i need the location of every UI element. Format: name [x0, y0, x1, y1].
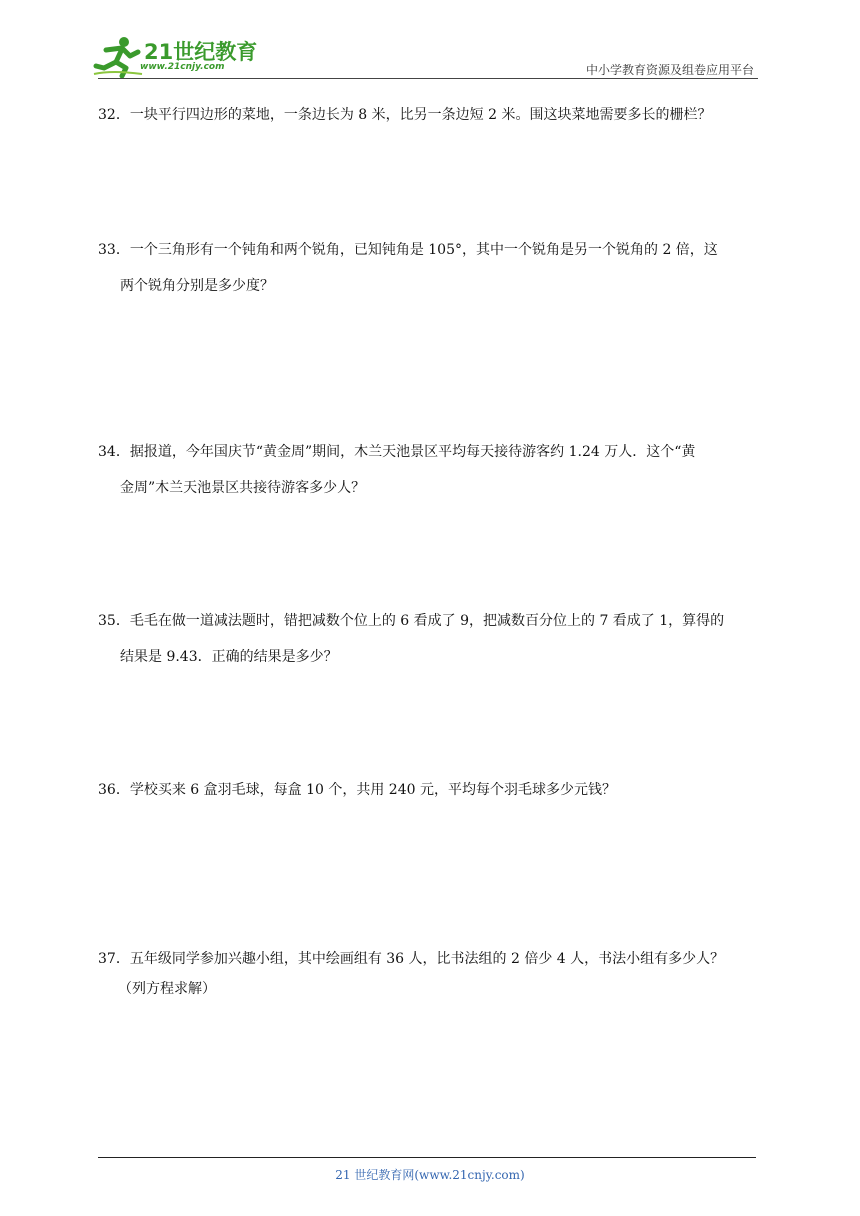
question-number: 35．: [98, 613, 130, 629]
runner-icon: [92, 34, 144, 78]
question-line: [98, 772, 764, 808]
question-text: 学校买来 6 盒羽毛球，每盒 10 个，共用 240 元，平均每个羽毛球多少元钱？: [129, 782, 616, 798]
question-text: 毛毛在做一道减法题时，错把减数个位上的 6 看成了 9，把减数百分位上的 7 看成了 1，算得的: [129, 613, 725, 629]
question-text-continued: 两个锐角分别是多少度？: [120, 278, 274, 294]
footer-divider: [98, 1157, 756, 1158]
question-line: [98, 97, 764, 133]
question-number: 37．: [98, 951, 130, 967]
footer-link[interactable]: 21 世纪教育网(www.21cnjy.com): [335, 1168, 525, 1182]
question-35: [98, 603, 764, 675]
question-text: 一块平行四边形的菜地，一条边长为 8 米，比另一条边短 2 米。围这块菜地需要多长的栅栏？: [129, 107, 712, 123]
site-logo[interactable]: [92, 34, 262, 78]
question-text-continued: （列方程求解）: [118, 981, 216, 997]
question-34: [98, 434, 764, 506]
question-number: 32．: [98, 107, 130, 123]
question-line: [98, 941, 764, 977]
question-37: [98, 941, 764, 1001]
question-number: 36．: [98, 782, 130, 798]
question-33: [98, 232, 764, 304]
question-text: 据报道，今年国庆节“黄金周”期间，木兰天池景区平均每天接待游客约 1.24 万人．这个“黄: [129, 444, 696, 460]
question-36: [98, 772, 764, 808]
question-text: 一个三角形有一个钝角和两个锐角，已知钝角是 105°，其中一个锐角是另一个锐角的 2 倍，这: [129, 242, 718, 258]
question-line: [98, 603, 764, 639]
logo-text: 21世纪教育: [144, 40, 258, 64]
question-line: [98, 434, 764, 470]
question-line: [98, 232, 764, 268]
logo-url: www.21cnjy.com: [140, 62, 225, 72]
question-number: 34．: [98, 444, 130, 460]
page-header: [0, 0, 860, 80]
question-text-continued: 金周”木兰天池景区共接待游客多少人？: [120, 480, 366, 496]
question-number: 33．: [98, 242, 130, 258]
question-text-continued: 结果是 9.43．正确的结果是多少？: [120, 649, 338, 665]
platform-title: 中小学教育资源及组卷应用平台: [585, 63, 754, 77]
header-divider: [98, 78, 758, 79]
question-text: 五年级同学参加兴趣小组，其中绘画组有 36 人，比书法组的 2 倍少 4 人，书法小组有多少人？: [129, 951, 725, 967]
question-32: [98, 97, 764, 133]
